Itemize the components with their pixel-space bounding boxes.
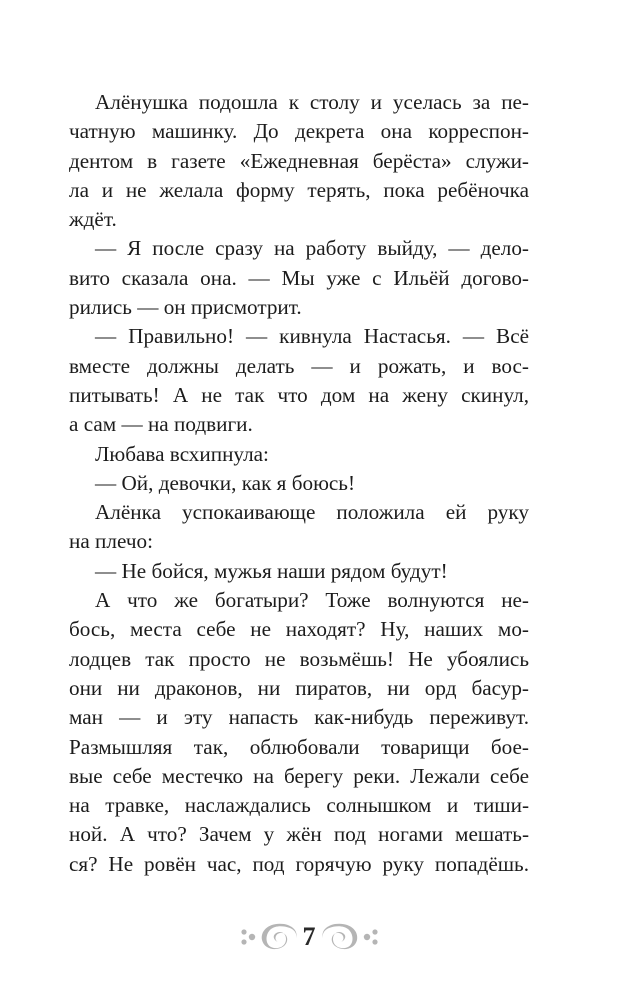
text-line: Любава всхипнула: <box>95 441 269 466</box>
text-line: — Ой, девочки, как я боюсь! <box>95 470 356 495</box>
text-line: бось, места себе не находят? Ну, наших мо- <box>69 617 529 642</box>
page-number: 7 <box>302 922 316 951</box>
text-line: Алёнушка подошла к столу и уселась за пе- <box>95 90 529 114</box>
page-footer <box>0 918 619 958</box>
text-line: рились — он присмотрит. <box>69 295 302 320</box>
text-line: чатную машинку. До декрета она корреспон- <box>69 119 529 144</box>
swirl-ornament-icon <box>315 920 379 961</box>
text-line: А что же богатыри? Тоже волнуются не- <box>95 588 529 613</box>
text-line: на травке, наслаждались солнышком и тиши- <box>69 793 529 818</box>
text-line: питывать! А не так что дом на жену скинул, <box>69 382 529 407</box>
text-line: ман — и эту напасть как-нибудь переживут. <box>69 705 529 730</box>
text-line: ждёт. <box>69 207 117 232</box>
text-line: дентом в газете «Ежедневная берёста» служи- <box>69 148 529 173</box>
text-line: Размышляя так, облюбовали товарищи бое- <box>69 734 529 759</box>
text-line: ной. А что? Зачем у жён под ногами мешать- <box>69 822 529 847</box>
text-line: на плечо: <box>69 529 153 554</box>
text-line: вито сказала она. — Мы уже с Ильёй догово- <box>69 265 529 290</box>
text-line: лодцев так просто не возьмёшь! Не убоялись <box>69 646 529 671</box>
text-line: вместе должны делать — и рожать, и вос- <box>69 353 529 378</box>
text-line: ся? Не ровён час, под горячую руку попадёшь. <box>69 851 529 876</box>
text-line: — Правильно! — кивнула Настасья. — Всё <box>95 324 529 349</box>
text-line: ла и не желала форму терять, пока ребёночка <box>69 177 529 202</box>
page-body <box>69 88 529 879</box>
text-line: а сам — на подвиги. <box>69 412 253 437</box>
text-line: Алёнка успокаивающе положила ей руку <box>95 500 529 525</box>
text-line: — Я после сразу на работу выйду, — дело- <box>95 236 529 261</box>
text-line: вые себе местечко на берегу реки. Лежали себе <box>69 763 529 788</box>
text-line: они ни драконов, ни пиратов, ни орд басур- <box>69 675 529 700</box>
text-line: — Не бойся, мужья наши рядом будут! <box>95 558 448 583</box>
